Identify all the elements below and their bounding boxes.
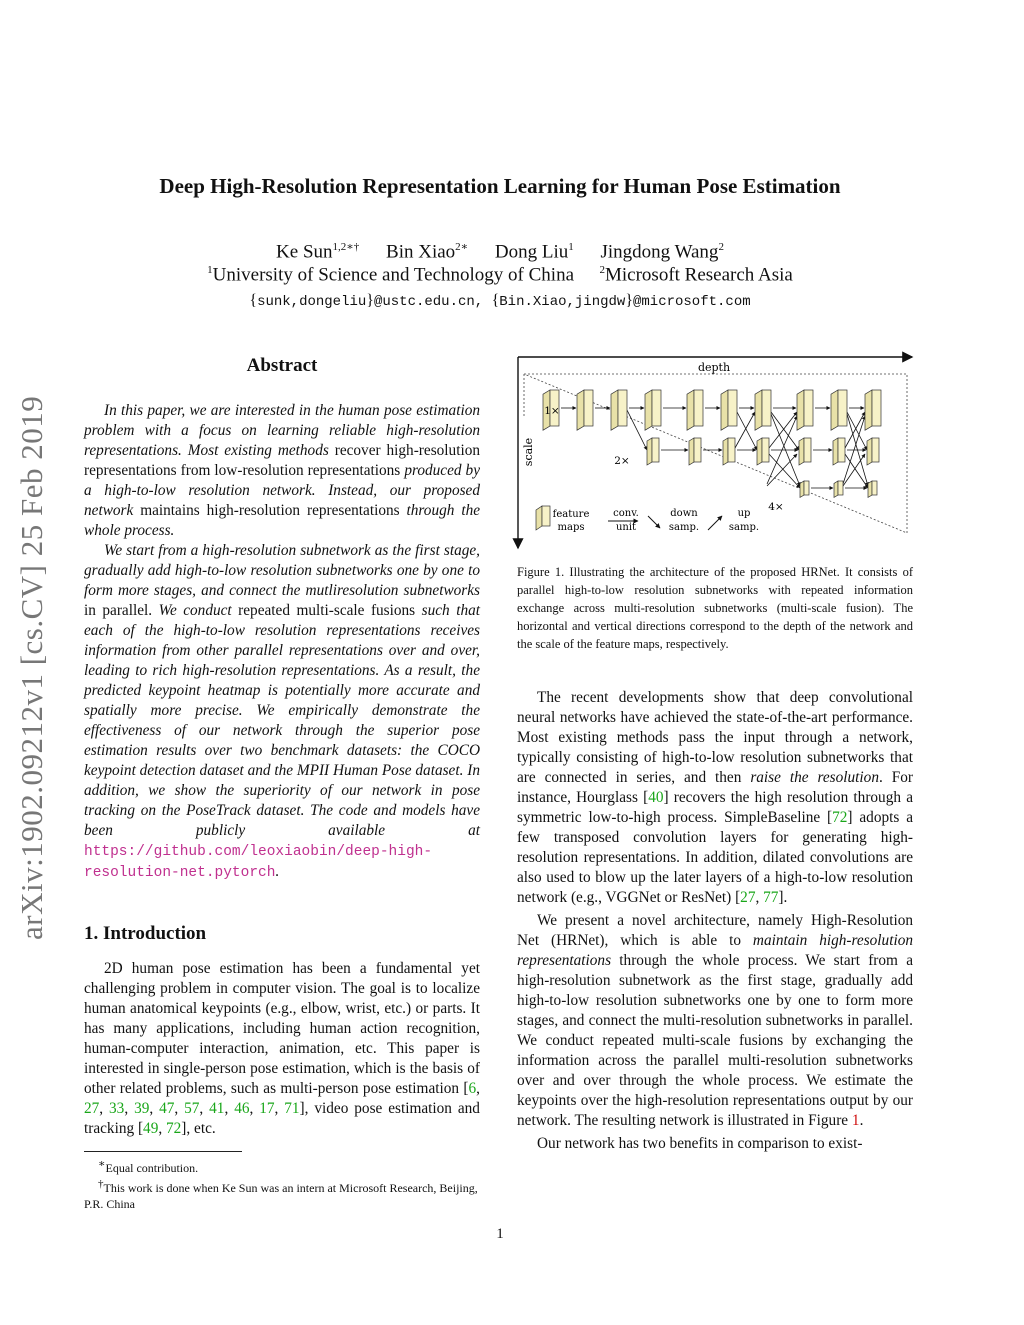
legend-feature-maps-label: maps (557, 522, 585, 533)
citation-link[interactable]: 6 (468, 1080, 477, 1097)
feature-map-block (868, 481, 877, 497)
text-run: We start from a high-resolution subnetwork as the first stage, gradually add high-to-low resolution subnetworks one by one to form more stages, and connect the mutliresolution subnetworks (84, 542, 480, 599)
text-run: maintain high-resolution representations (517, 932, 913, 969)
citation-link[interactable]: 27 (84, 1100, 100, 1117)
abstract-heading: Abstract (246, 355, 318, 376)
downsample-arrow (737, 412, 757, 450)
downsample-arrow (845, 454, 868, 488)
intro-paragraph (84, 959, 480, 1139)
scale-axis-label: scale (522, 437, 535, 467)
text-run: through the whole process. We start from a high-resolution subnetwork as the first stage, gradually add high-to-low resolution subnetworks one by one to form more stages, and connect the multi-resolution subnetworks in parallel. We conduct repeated multi-scale fusions by exchanging the information across the parallel multi-resolution subnetworks over and over through the whole process. We estimate the keypoints over the high-resolution representations output by our network. The resulting network is illustrated in Figure (517, 952, 913, 1129)
affil-mark: 1 (207, 264, 213, 276)
citation-link[interactable]: 49 (143, 1120, 159, 1137)
feature-map-block (800, 481, 809, 497)
author-name: Dong Liu (494, 241, 569, 263)
upsample-arrow (735, 412, 755, 448)
downsample-arrow (847, 412, 867, 450)
citation-link[interactable]: 39 (134, 1100, 150, 1117)
text-run: maintains high-resolution representations (140, 502, 407, 519)
intro-paragraph (517, 1134, 913, 1154)
text-run: , (158, 1120, 166, 1137)
citation-link[interactable]: 47 (159, 1100, 175, 1117)
feature-map-block (799, 438, 811, 465)
citation-link[interactable]: 40 (648, 789, 664, 806)
feature-map-block (577, 390, 593, 430)
author-affil-mark: 1,2∗† (332, 241, 360, 253)
fusion-connections (561, 408, 868, 488)
legend-down-label: down (670, 508, 698, 519)
figure-1 (512, 350, 918, 555)
right-column (517, 688, 913, 1154)
text-run: ] recovers the high resolution through a symmetric low-to-high process. SimpleBaseline [ (517, 789, 913, 826)
text-run: in parallel. (84, 602, 159, 619)
text-run: ]. (778, 889, 788, 906)
legend (536, 506, 759, 533)
feature-map-block (687, 390, 703, 430)
citation-link[interactable]: 17 (259, 1100, 275, 1117)
text-run: repeated multi-scale fusions (238, 602, 422, 619)
affiliation: University of Science and Technology of China (212, 264, 574, 286)
legend-up-label: samp. (728, 522, 760, 533)
feature-map-block (755, 390, 771, 430)
intro-paragraph (517, 911, 913, 1131)
affil-mark: 2 (599, 264, 605, 276)
author-name: Ke Sun (276, 241, 333, 263)
downsample-arrow (627, 410, 647, 450)
footnote-text: This work is done when Ke Sun was an intern at Microsoft Research, Beijing, P.R. China (84, 1181, 478, 1211)
feature-map-block (867, 438, 879, 465)
author-list (0, 240, 1000, 263)
feature-map-block (689, 438, 701, 465)
footnote-text: Equal contribution. (105, 1161, 199, 1175)
text-run: , (476, 1080, 480, 1097)
paper-title: Deep High-Resolution Representation Learning for Human Pose Estimation (159, 174, 841, 198)
scale-label-4x: 4× (768, 501, 784, 513)
figure-ref-link[interactable]: 1 (851, 1112, 860, 1129)
feature-map-block (647, 438, 659, 465)
hrnet-architecture-diagram (512, 350, 918, 555)
text-run: , (199, 1100, 210, 1117)
downsample-arrow (769, 454, 800, 488)
citation-link[interactable]: 33 (109, 1100, 125, 1117)
text-run: such that each of the high-to-low resolution representations receives information from other parallel representations over and over, leading to rich high-resolution representations. As a result, the predicted keypoint heatmap is potentially more accurate and spatially more precise. We empirically demonstrate the effectiveness of our network through the superior pose estimation results over two benchmark datasets: the COCO keypoint detection dataset and the MPII Human Pose dataset. In addition, we show the superiority of our network in pose tracking on the PoseTrack dataset. The code and models have been publicly available at (84, 602, 480, 839)
feature-map-block (757, 438, 769, 465)
citation-link[interactable]: 46 (234, 1100, 250, 1117)
left-column (84, 355, 480, 1212)
legend-down-label: samp. (668, 522, 700, 533)
legend-feature-maps-swatch (536, 506, 550, 530)
legend-up-arrow (708, 516, 722, 530)
figure-1-caption: Figure 1. Illustrating the architecture of the proposed HRNet. It consists of parallel high-to-low resolution subnetworks with repeated information exchange across multi-resolution subnetworks (multi-scale fusion). The horizontal and vertical directions correspond to the depth of the network and the scale of the feature maps, respectively. (517, 565, 913, 651)
footnote-mark: † (98, 1178, 104, 1190)
text-run: . For instance, Hourglass [ (517, 769, 914, 806)
legend-conv-label: conv. (613, 508, 639, 519)
text-run: . (275, 863, 280, 880)
text-run: , (224, 1100, 235, 1117)
downsample-arrow (771, 412, 799, 450)
citation-link[interactable]: 57 (184, 1100, 200, 1117)
upsample-arrow (843, 454, 865, 486)
citation-link[interactable]: 71 (284, 1100, 300, 1117)
text-run: , (249, 1100, 260, 1117)
legend-up-label: up (737, 508, 751, 519)
feature-map-block (645, 390, 661, 430)
text-run: In this paper, we are interested in the human pose estimation problem with a focus on learning reliable high-resolution representations. Most existing methods (84, 402, 480, 459)
abstract-paragraph (84, 541, 480, 883)
section-heading-introduction: 1. Introduction (84, 923, 207, 944)
footnote (84, 1156, 480, 1176)
feature-map-block (831, 390, 847, 430)
footnote-mark: ∗ (98, 1158, 106, 1170)
text-run: through the whole process. (84, 502, 481, 539)
feature-map-block (865, 390, 881, 430)
feature-map-block (833, 438, 845, 465)
text-run: , (274, 1100, 285, 1117)
author-affil-mark: 2 (718, 241, 724, 253)
citation-link[interactable]: 27 (740, 889, 756, 906)
legend-conv-label: unit (615, 522, 637, 533)
citation-link[interactable]: 41 (209, 1100, 225, 1117)
feature-map-block (797, 390, 813, 430)
depth-axis-label: depth (697, 361, 731, 374)
email-users: sunk,dongeliu (257, 294, 367, 310)
abstract-paragraph (84, 401, 480, 541)
text-run: Our network has two benefits in comparison to exist- (537, 1135, 863, 1152)
feature-map-block (834, 481, 843, 497)
affiliation-list (0, 264, 1000, 286)
author-affil-mark: 2∗ (455, 241, 469, 253)
feature-map-blocks (543, 390, 881, 497)
intro-paragraph (517, 688, 913, 908)
email-users: Bin.Xiao,jingdw (499, 294, 626, 310)
text-run: , (99, 1100, 110, 1117)
text-run: raise the resolution (750, 769, 879, 786)
author-emails: {sunk,dongeliu}@ustc.edu.cn, {Bin.Xiao,jingdw}@microsoft.com (249, 292, 751, 310)
text-run: We conduct (158, 602, 239, 619)
code-url-link[interactable]: https://github.com/leoxiaobin/deep-high-resolution-net.pytorch (84, 844, 433, 881)
author-name: Jingdong Wang (600, 241, 719, 263)
text-run: recover high-resolution representations from low-resolution representations (84, 442, 480, 479)
citation-link[interactable]: 72 (832, 809, 848, 826)
legend-down-arrow (648, 516, 660, 528)
upsample-arrow (769, 412, 797, 448)
footnote-rule (84, 1151, 242, 1152)
feature-map-block (723, 438, 735, 465)
footnote (84, 1176, 480, 1212)
text-run: We present a novel architecture, namely High-Resolution Net (HRNet), which is able to (517, 912, 913, 949)
text-run: The recent developments show that deep convolutional neural networks have achieved the state-of-the-art performance. Most existing methods pass the input through a network, typically consisting of high-to-low resolution subnetworks that are connected in series, and then (517, 689, 913, 786)
affiliation: Microsoft Research Asia (605, 264, 793, 286)
scale-label-1x: 1× (544, 405, 560, 417)
arxiv-stamp: arXiv:1902.09212v1 [cs.CV] 25 Feb 2019 (14, 395, 49, 940)
scale-label-2x: 2× (614, 455, 630, 467)
text-run: , (149, 1100, 160, 1117)
text-run: . (859, 1112, 864, 1129)
text-run: 2D human pose estimation has been a fundamental yet challenging problem in computer vision. The goal is to localize human anatomical keypoints (e.g., elbow, wrist, etc.) or parts. It has many applications, including human action recognition, human-computer interaction, animation, etc. This paper is interested in single-person pose estimation, which is the basis of other related problems, such as multi-person pose estimation [ (84, 960, 480, 1097)
citation-link[interactable]: 77 (763, 889, 779, 906)
citation-link[interactable]: 72 (166, 1120, 182, 1137)
text-run: , (124, 1100, 135, 1117)
email-domain: @ustc.edu.cn, (373, 294, 484, 310)
text-run: , (174, 1100, 185, 1117)
feature-map-block (721, 390, 737, 430)
text-run: produced by a high-to-low resolution network. Instead, our proposed network (84, 462, 480, 519)
text-run: , (755, 889, 764, 906)
text-run: ], etc. (181, 1120, 216, 1137)
text-run: ] adopts a few transposed convolution layers for generating high-resolution representations. In addition, dilated convolutions are also used to blow up the later layers of a high-to-low resolution network (e.g., VGGNet or ResNet) [ (517, 809, 913, 906)
page-number: 1 (496, 1226, 504, 1242)
author-affil-mark: 1 (568, 241, 574, 253)
text-run: ], video pose estimation and tracking [ (84, 1100, 480, 1137)
feature-map-block (611, 390, 627, 430)
email-domain: @microsoft.com (633, 294, 751, 310)
author-name: Bin Xiao (386, 241, 456, 263)
legend-feature-maps-label: feature (552, 509, 590, 520)
